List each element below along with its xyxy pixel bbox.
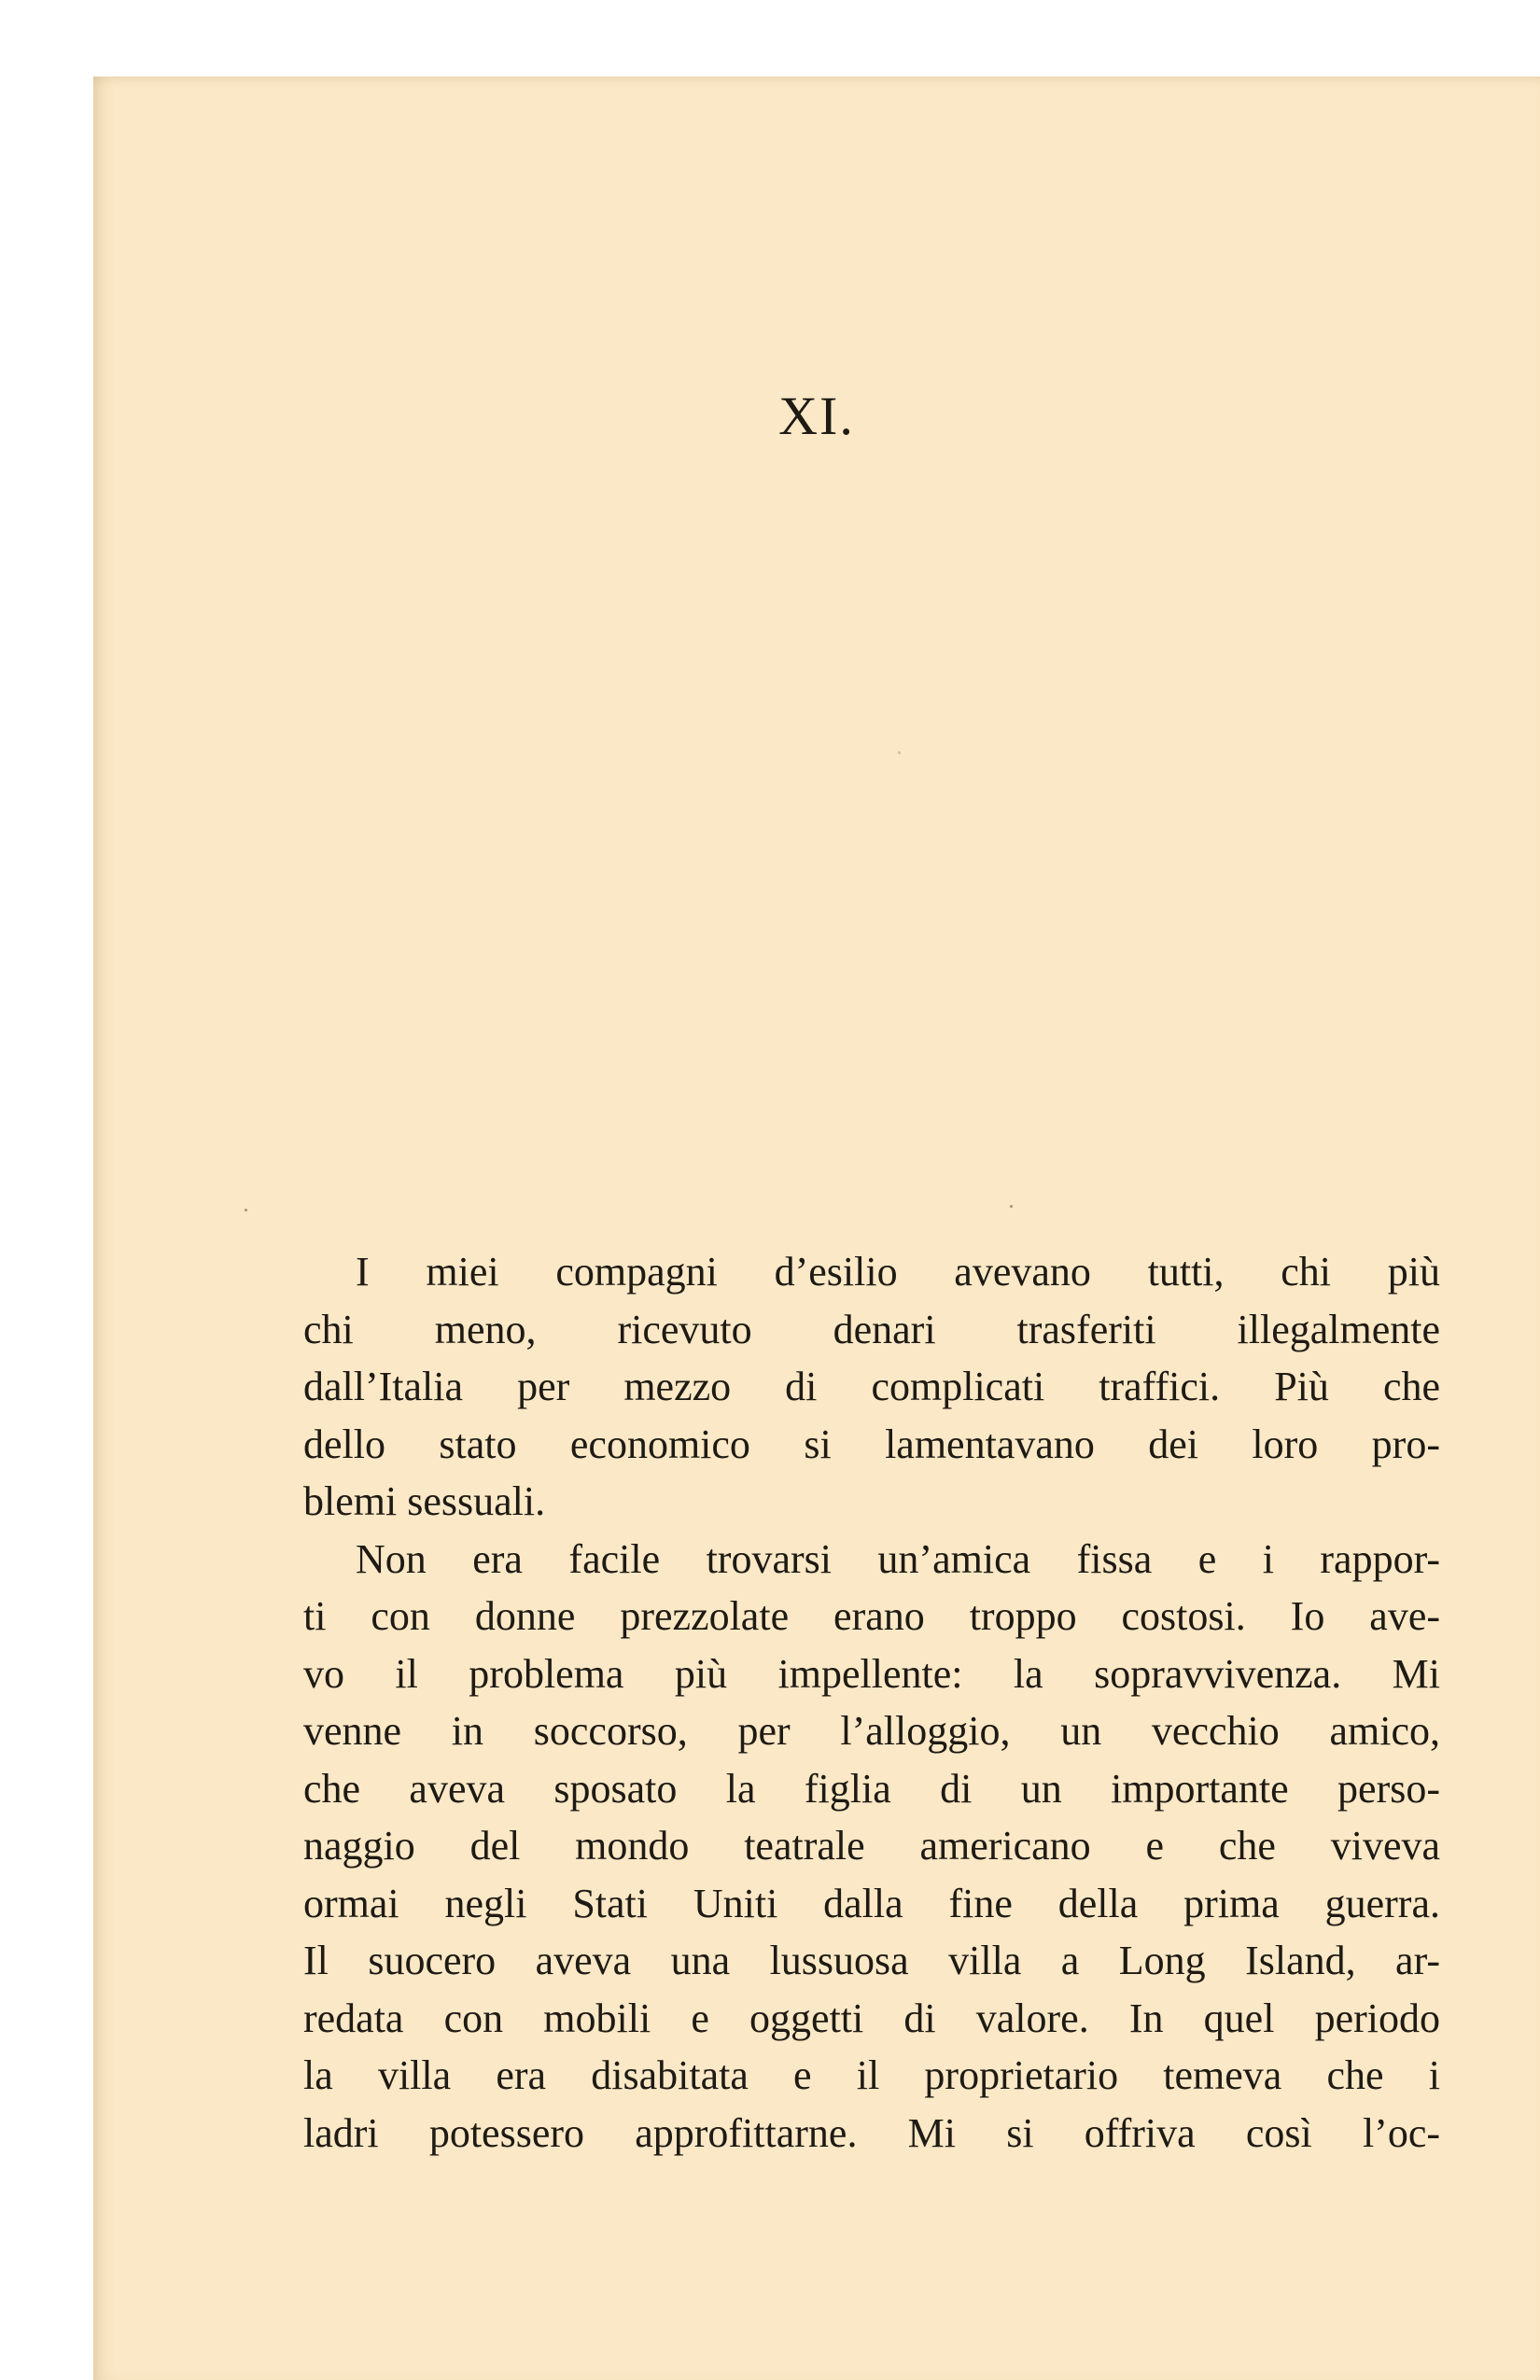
paper-speck bbox=[245, 1209, 247, 1211]
text-line: ladri potessero approfittarne. Mi si offriva così l’oc- bbox=[303, 2109, 1440, 2156]
text-line: la villa era disabitata e il proprietario temeva che i bbox=[303, 2052, 1440, 2098]
paper-speck bbox=[898, 751, 901, 754]
text-line: vo il problema più impellente: la sopravvivenza. Mi bbox=[303, 1650, 1440, 1697]
text-line: Il suocero aveva una lussuosa villa a Long Island, ar- bbox=[303, 1938, 1440, 1983]
paper-speck bbox=[1010, 1205, 1013, 1208]
paragraph-2 bbox=[303, 1531, 1440, 2163]
book-page bbox=[93, 77, 1540, 2380]
text-line: Non era facile trovarsi un’amica fissa e i rappor- bbox=[356, 1535, 1440, 1582]
text-line: ormai negli Stati Uniti dalla fine della prima guerra. bbox=[303, 1880, 1440, 1926]
text-line: dello stato economico si lamentavano dei loro pro- bbox=[303, 1421, 1440, 1467]
text-line: blemi sessuali. bbox=[303, 1478, 546, 1524]
chapter-title: XI. bbox=[778, 385, 855, 446]
body-text bbox=[303, 1243, 1440, 2162]
text-line: venne in soccorso, per l’alloggio, un vecchio amico, bbox=[303, 1708, 1440, 1754]
text-line: chi meno, ricevuto denari trasferiti illegalmente bbox=[303, 1306, 1440, 1352]
text-line: redata con mobili e oggetti di valore. In quel periodo bbox=[303, 1995, 1440, 2041]
text-line: dall’Italia per mezzo di complicati traffici. Più che bbox=[303, 1364, 1440, 1409]
text-line: naggio del mondo teatrale americano e che viveva bbox=[303, 1823, 1440, 1869]
paragraph-1 bbox=[303, 1243, 1440, 1531]
text-line: I miei compagni d’esilio avevano tutti, chi più bbox=[356, 1249, 1440, 1295]
text-line: che aveva sposato la figlia di un importante perso- bbox=[303, 1765, 1440, 1812]
text-line: ti con donne prezzolate erano troppo costosi. Io ave- bbox=[303, 1593, 1440, 1639]
